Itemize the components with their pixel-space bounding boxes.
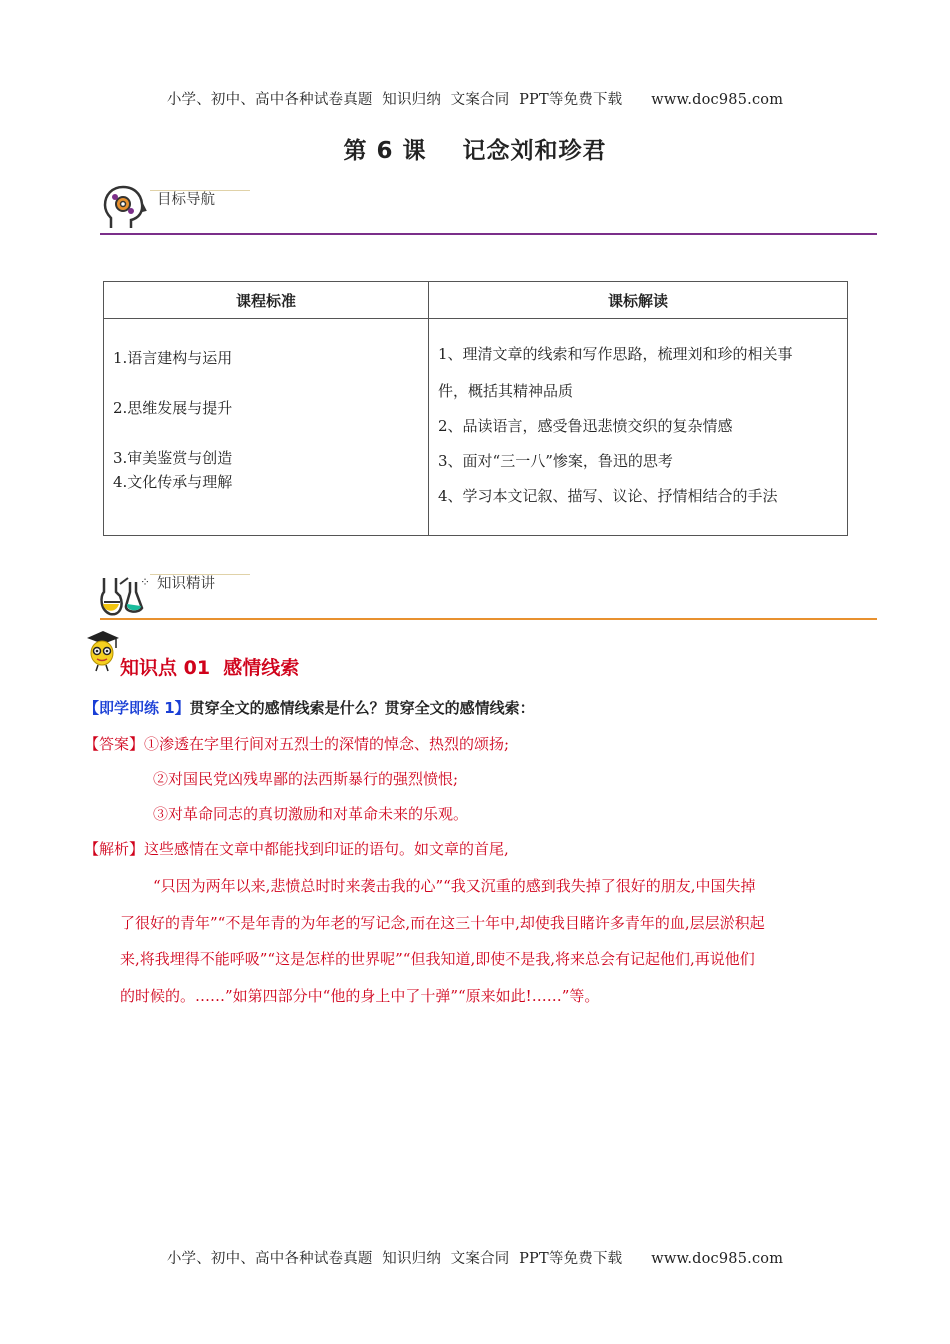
analysis-line: “只因为两年以来,悲愤总时时来袭击我的心”“我又沉重的感到我失掉了很好的朋友,中国失掉 (153, 877, 756, 895)
analysis-line: 的时候的。……”如第四部分中“他的身上中了十弹”“原来如此!……”等。 (120, 987, 600, 1005)
section-divider-purple (100, 233, 877, 235)
interpretation-item: 3、面对“三一八”惨案，鲁迅的思考 (438, 452, 673, 470)
section-label-knowledge: 知识精讲 (157, 576, 215, 592)
page-title: 第 6 课 记念刘和珍君 (343, 138, 607, 164)
answer-first-line (84, 733, 509, 754)
lab-flasks-icon (98, 572, 144, 618)
standard-item: 4.文化传承与理解 (113, 473, 233, 491)
interpretation-item: 1、理清文章的线索和写作思路，梳理刘和珍的相关事 (438, 345, 793, 363)
answer-tag: 【答案】 (84, 735, 145, 753)
practice-tag: 【即学即练 1】 (84, 699, 190, 717)
standards-table (103, 281, 848, 536)
sparkle-icon: ⁘ (140, 575, 151, 589)
table-header-standard: 课程标准 (104, 282, 429, 319)
head-gears-icon (101, 184, 147, 232)
answer-line: ①渗透在字里行间对五烈士的深情的悼念、热烈的颂扬; (144, 735, 510, 753)
answer-line: ②对国民党凶残卑鄙的法西斯暴行的强烈愤恨; (153, 770, 459, 788)
analysis-line: 了很好的青年”“不是年青的为年老的写记念,而在这三十年中,却使我目睹许多青年的血,层层淤积起 (120, 914, 765, 932)
standard-item: 2.思维发展与提升 (113, 399, 233, 417)
section-label-goals: 目标导航 (157, 192, 215, 208)
answer-line: ③对革命同志的真切激励和对革命未来的乐观。 (153, 805, 469, 823)
graduate-mascot-icon (83, 628, 121, 672)
section-divider-orange (100, 618, 877, 620)
page-header: 小学、初中、高中各种试卷真题 知识归纳 文案合同 PPT等免费下载 www.doc985.com (166, 92, 784, 108)
standard-item: 3.审美鉴赏与创造 (113, 449, 233, 467)
interpretation-item: 4、学习本文记叙、描写、议论、抒情相结合的手法 (438, 487, 778, 505)
analysis-line: 来,将我埋得不能呼吸”“这是怎样的世界呢”“但我知道,即使不是我,将来总会有记起他们,再说他们 (120, 950, 755, 968)
interpretation-item: 2、品读语言，感受鲁迅悲愤交织的复杂情感 (438, 417, 733, 435)
practice-question-text: 贯穿全文的感情线索是什么？贯穿全文的感情线索： (189, 699, 535, 717)
standard-item: 1.语言建构与运用 (113, 349, 233, 367)
page-footer: 小学、初中、高中各种试卷真题 知识归纳 文案合同 PPT等免费下载 www.doc985.com (166, 1251, 784, 1267)
standards-cell (104, 319, 429, 536)
analysis-intro: 这些感情在文章中都能找到印证的语句。如文章的首尾, (144, 840, 509, 858)
practice-question (84, 697, 535, 718)
table-header-interpretation: 课标解读 (429, 282, 848, 319)
interpretation-item: 件，概括其精神品质 (438, 382, 574, 400)
analysis-tag: 【解析】 (84, 840, 145, 858)
interpretation-cell (429, 319, 848, 536)
analysis-first-line (84, 838, 509, 859)
knowledge-point-title: 知识点 01 感情线索 (120, 657, 300, 679)
